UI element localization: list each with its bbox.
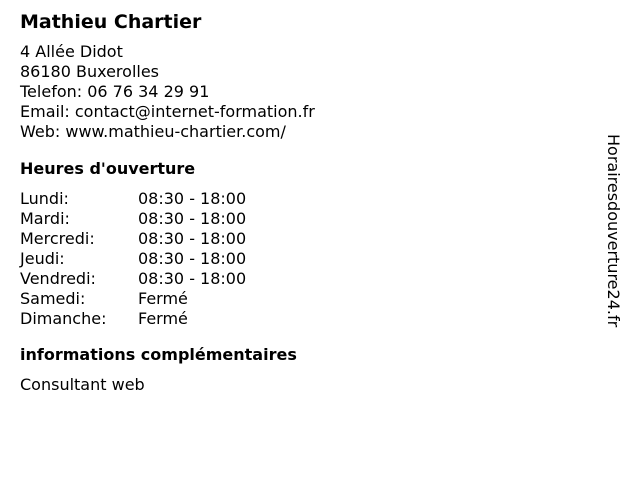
hours-row: [20, 229, 246, 249]
hours-row: [20, 189, 246, 209]
additional-info-text: Consultant web: [20, 375, 145, 394]
address-block: [20, 42, 580, 142]
day-label: Lundi:: [20, 189, 69, 208]
business-card: [20, 10, 580, 395]
day-label: Vendredi:: [20, 269, 96, 288]
day-label: Mercredi:: [20, 229, 95, 248]
hours-row: [20, 269, 246, 289]
day-hours: 08:30 - 18:00: [138, 189, 247, 208]
hours-row: [20, 249, 246, 269]
email-line: Email: contact@internet-formation.fr: [20, 102, 315, 121]
day-hours: 08:30 - 18:00: [138, 269, 247, 288]
day-label: Samedi:: [20, 289, 86, 308]
day-label: Dimanche:: [20, 309, 107, 328]
phone-line: Telefon: 06 76 34 29 91: [20, 82, 210, 101]
day-label: Jeudi:: [20, 249, 65, 268]
opening-hours-heading: Heures d'ouverture: [20, 159, 196, 178]
hours-row: [20, 209, 246, 229]
hours-row: [20, 289, 246, 309]
day-hours: Fermé: [138, 309, 188, 328]
opening-hours-table: [20, 189, 246, 329]
business-name: Mathieu Chartier: [20, 11, 202, 33]
site-watermark: Horairesdouverture24.fr: [604, 134, 623, 328]
hours-row: [20, 309, 246, 329]
day-hours: 08:30 - 18:00: [138, 209, 247, 228]
additional-info-heading: informations complémentaires: [20, 345, 297, 364]
street-address: 4 Allée Didot: [20, 42, 123, 61]
website-line: Web: www.mathieu-chartier.com/: [20, 122, 286, 141]
day-hours: 08:30 - 18:00: [138, 249, 247, 268]
day-hours: 08:30 - 18:00: [138, 229, 247, 248]
day-hours: Fermé: [138, 289, 188, 308]
day-label: Mardi:: [20, 209, 70, 228]
city-postal-code: 86180 Buxerolles: [20, 62, 160, 81]
